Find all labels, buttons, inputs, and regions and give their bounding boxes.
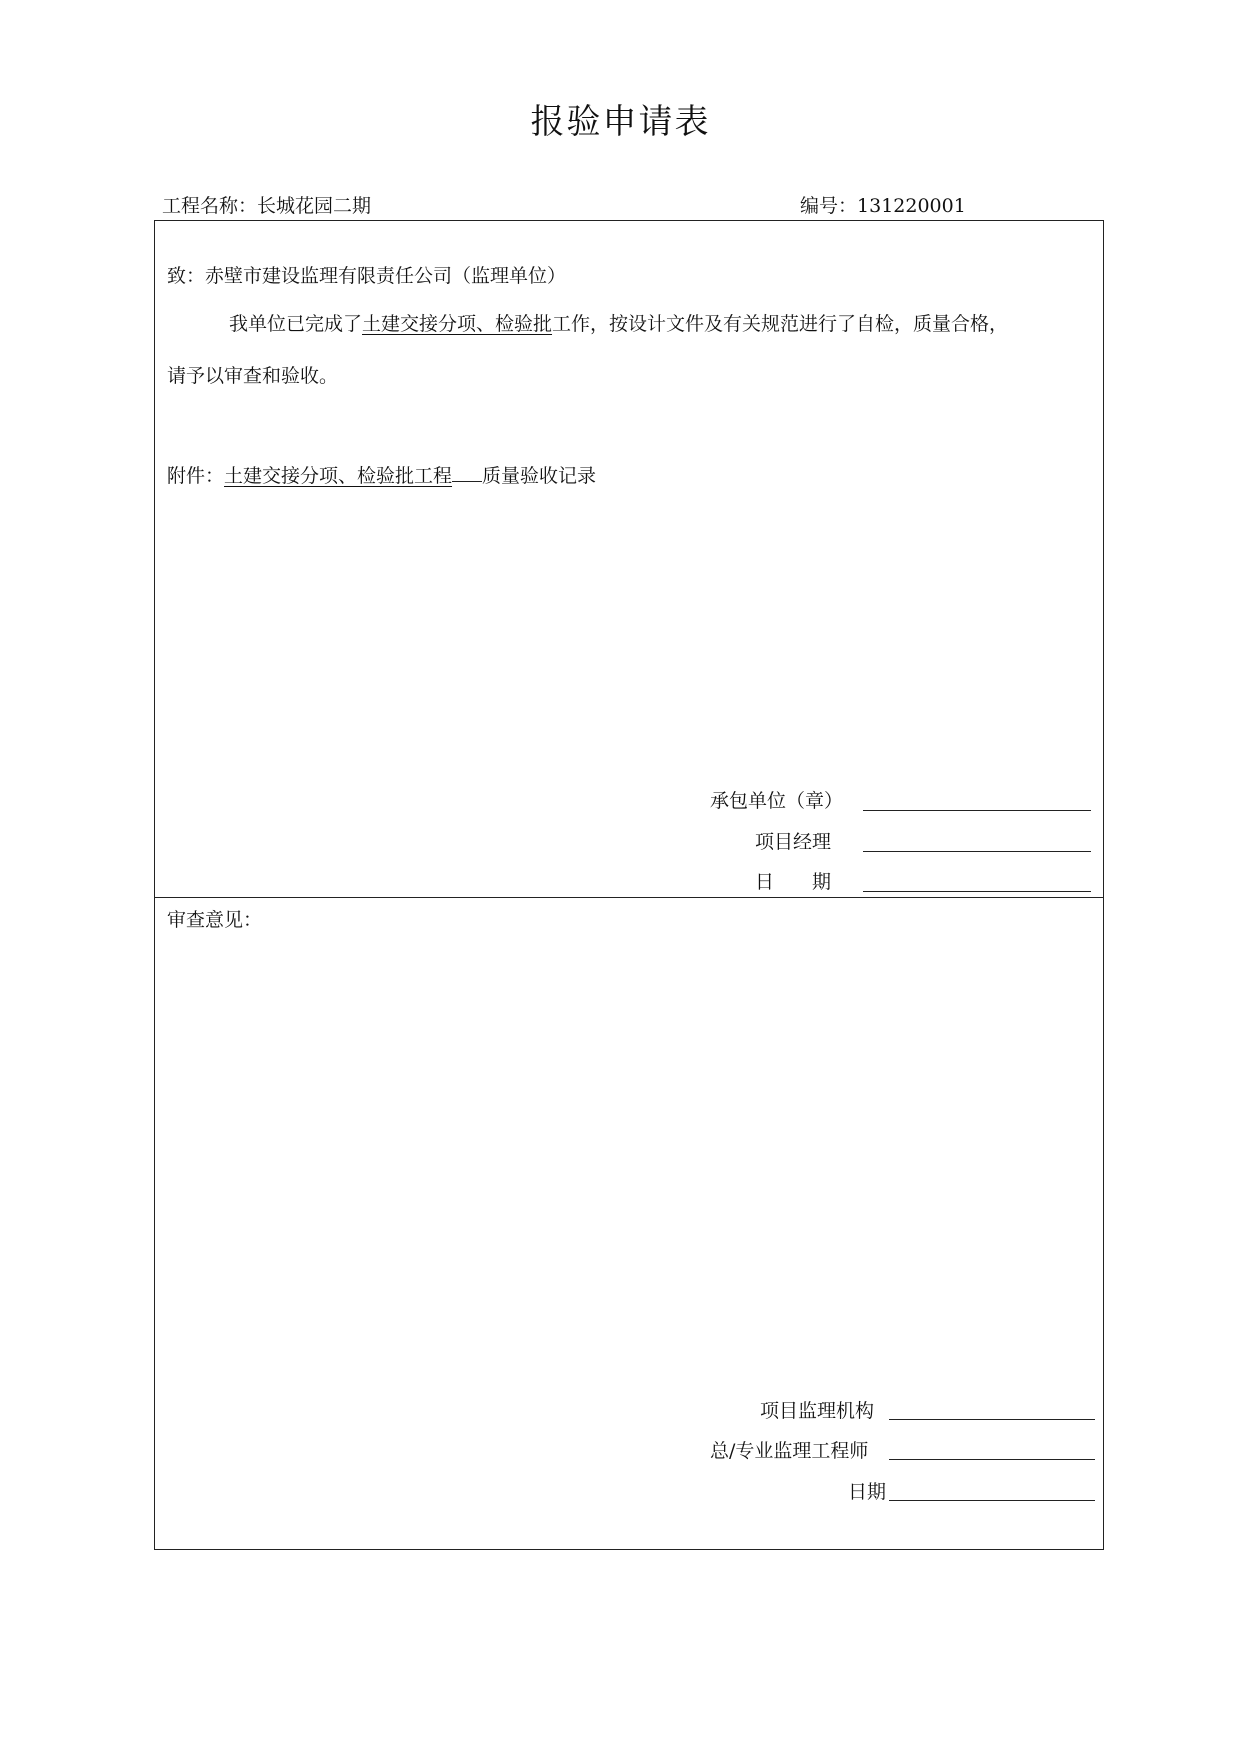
page-title: 报验申请表 (530, 102, 711, 142)
supervision-org-line (889, 1419, 1095, 1420)
manager-signature-line (863, 851, 1091, 852)
review-date-label: 日期 (848, 1481, 887, 1503)
review-opinion-label: 审查意见： (167, 909, 263, 931)
completed-work: 土建交接分项、检验批 (362, 313, 553, 335)
review-date-line (889, 1500, 1095, 1501)
form-number-value: 131220001 (857, 195, 966, 217)
project-name-label: 工程名称： (162, 195, 258, 217)
project-name-value: 长城花园二期 (257, 195, 372, 217)
form-table (154, 220, 1104, 1550)
attachment-post: 质量验收记录 (482, 465, 597, 487)
recipient-line (167, 261, 566, 288)
attachment-blank (452, 461, 482, 482)
section-divider (155, 897, 1103, 898)
form-number-label: 编号： (800, 195, 858, 217)
statement-pre: 我单位已完成了 (229, 313, 363, 335)
recipient-label: 致： (167, 265, 206, 287)
supervision-engineer-line (889, 1459, 1095, 1460)
manager-label: 项目经理 (755, 831, 832, 853)
attachment-line (167, 461, 596, 488)
recipient-value: 赤壁市建设监理有限责任公司（监理单位） (205, 265, 567, 287)
supervision-engineer-label: 总/专业监理工程师 (710, 1440, 869, 1462)
application-date-line (863, 891, 1091, 892)
form-number (800, 191, 966, 218)
application-date-label: 日 期 (755, 871, 832, 893)
project-name (162, 191, 371, 218)
contractor-label: 承包单位（章） (710, 790, 844, 812)
statement-line-2: 请予以审查和验收。 (167, 365, 339, 387)
statement-post: 工作，按设计文件及有关规范进行了自检，质量合格， (552, 313, 1009, 335)
attachment-label: 附件： (167, 465, 225, 487)
supervision-org-label: 项目监理机构 (760, 1400, 875, 1422)
statement-line-1 (229, 309, 1008, 336)
attachment-value: 土建交接分项、检验批工程 (224, 465, 453, 487)
contractor-signature-line (863, 810, 1091, 811)
